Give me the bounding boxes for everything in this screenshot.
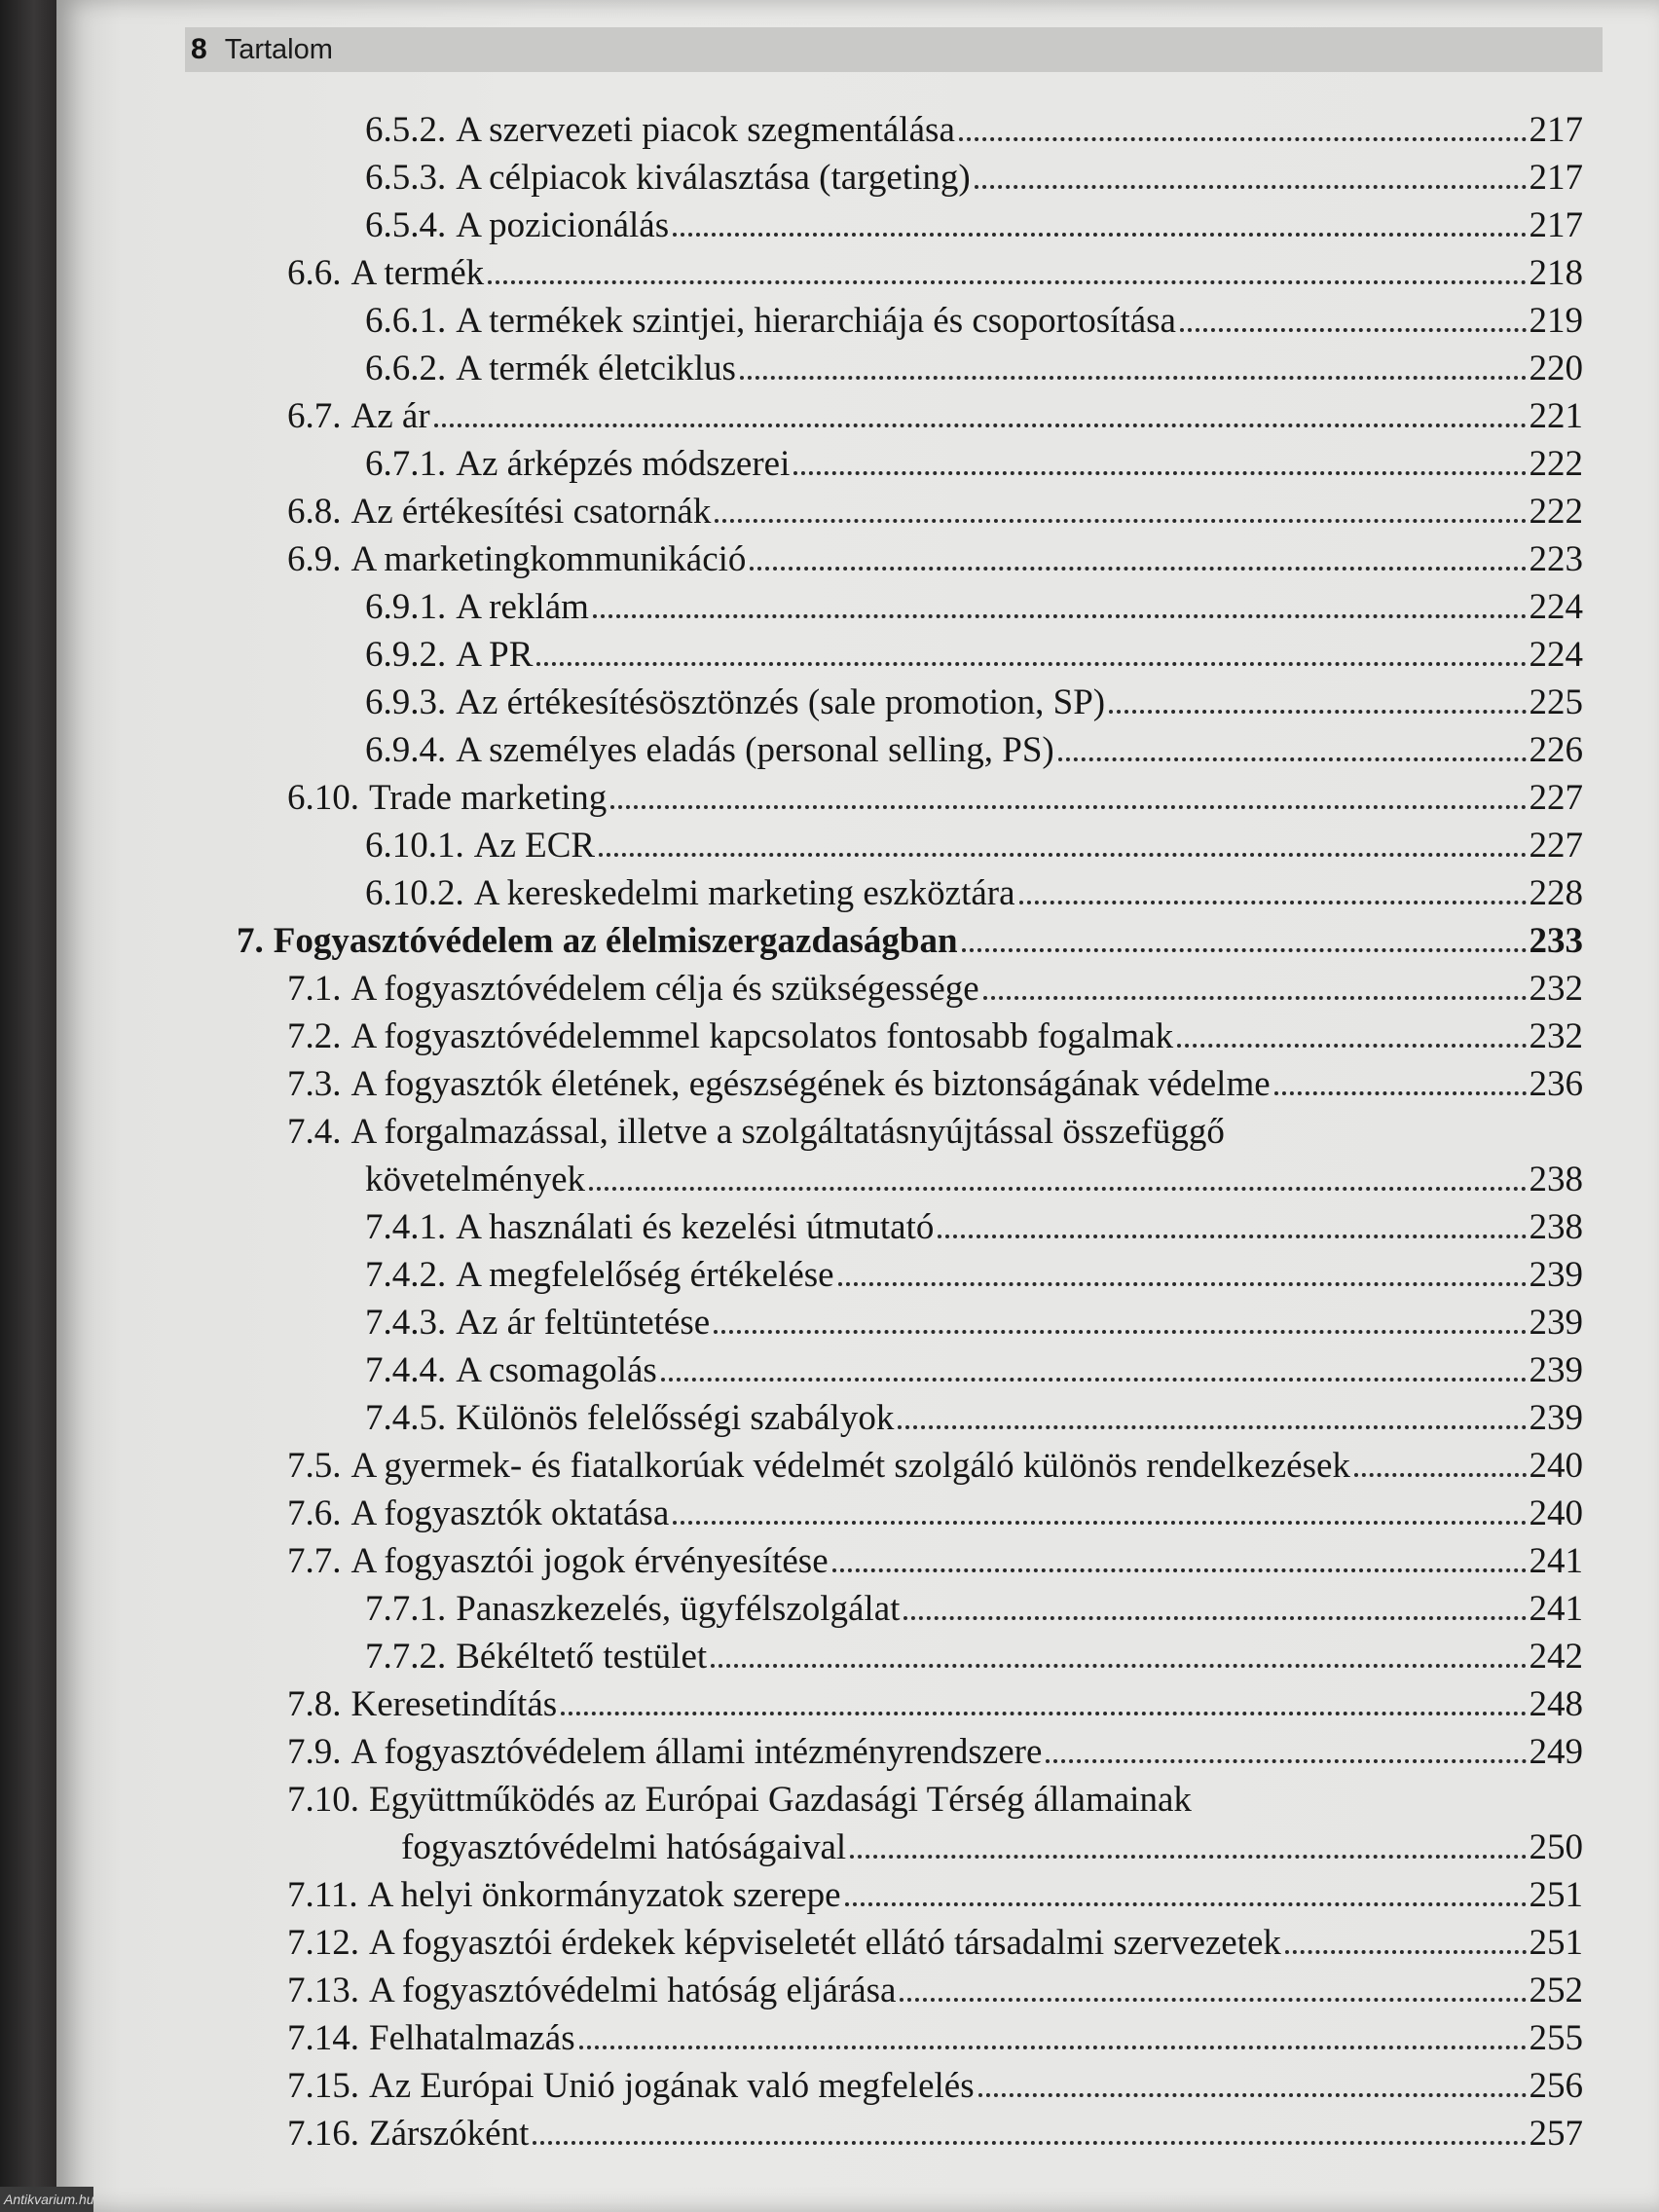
toc-entry: 6.9.4. A személyes eladás (personal selling, PS) 226: [365, 730, 1583, 770]
toc-entry: 6.7. Az ár 221: [287, 396, 1583, 436]
toc-entry: 6.10.1. Az ECR 227: [365, 826, 1583, 866]
toc-entry: 6.9. A marketingkommunikáció 223: [287, 539, 1583, 579]
toc-entry-continuation: követelmények 238: [365, 1160, 1583, 1199]
toc-entry: 7.6. A fogyasztók oktatása 240: [287, 1493, 1583, 1533]
toc-entry: 6.9.3. Az értékesítésösztönzés (sale promotion, SP) 225: [365, 682, 1583, 722]
toc-entry: 7.3. A fogyasztók életének, egészségének és biztonságának védelme 236: [287, 1064, 1583, 1104]
toc-entry: 6.10.2. A kereskedelmi marketing eszköztára 228: [365, 873, 1583, 913]
toc-entry: 7.13. A fogyasztóvédelmi hatóság eljárása 252: [287, 1971, 1583, 2010]
toc-entry: 6.9.2. A PR 224: [365, 635, 1583, 675]
toc-entry: 6.6.1. A termékek szintjei, hierarchiája és csoportosítása 219: [365, 301, 1583, 341]
toc-entry: 7.4.1. A használati és kezelési útmutató 238: [365, 1207, 1583, 1247]
toc-entry-first-line: 7.4. A forgalmazással, illetve a szolgáltatásnyújtással összefüggő: [287, 1112, 1225, 1152]
toc-entry: 7.15. Az Európai Unió jogának való megfelelés 256: [287, 2066, 1583, 2106]
toc-entry: 6.5.3. A célpiacok kiválasztása (targeting) 217: [365, 158, 1583, 198]
toc-entry: 7.8. Keresetindítás 248: [287, 1684, 1583, 1724]
toc-entry: 7.9. A fogyasztóvédelem állami intézményrendszere 249: [287, 1732, 1583, 1772]
toc-entry: 7.4.2. A megfelelőség értékelése 239: [365, 1255, 1583, 1295]
header-title: Tartalom: [224, 33, 333, 65]
toc-entry: 7.16. Zárszóként 257: [287, 2114, 1583, 2154]
toc-entry: 6.6. A termék 218: [287, 253, 1583, 293]
toc-entry: 7.7.2. Békéltető testület 242: [365, 1637, 1583, 1677]
toc-entry: 6.5.2. A szervezeti piacok szegmentálása 217: [365, 110, 1583, 150]
toc-entry: 7.5. A gyermek- és fiatalkorúak védelmét szolgáló különös rendelkezések 240: [287, 1446, 1583, 1486]
toc-entry-first-line: 7.10. Együttműködés az Európai Gazdasági Térség államainak: [287, 1780, 1192, 1820]
toc-entry: 6.10. Trade marketing 227: [287, 778, 1583, 818]
toc-entry: 6.5.4. A pozicionálás 217: [365, 205, 1583, 245]
toc-entry-continuation: fogyasztóvédelmi hatóságaival 250: [401, 1827, 1583, 1867]
toc-entry: 7.1. A fogyasztóvédelem célja és szükségessége 232: [287, 969, 1583, 1009]
toc-entry: 6.6.2. A termék életciklus 220: [365, 349, 1583, 388]
header-page-number: 8: [191, 33, 207, 65]
toc-entry: 7.7. A fogyasztói jogok érvényesítése 241: [287, 1541, 1583, 1581]
toc-entry: 7.12. A fogyasztói érdekek képviseletét ellátó társadalmi szervezetek 251: [287, 1923, 1583, 1963]
toc-entry: 7.4.4. A csomagolás 239: [365, 1350, 1583, 1390]
toc-entry: 7.4.3. Az ár feltüntetése 239: [365, 1303, 1583, 1343]
toc-entry: 6.8. Az értékesítési csatornák 222: [287, 492, 1583, 532]
toc-entry: 7.4.5. Különös felelősségi szabályok 239: [365, 1398, 1583, 1438]
watermark: Antikvarium.hu: [0, 2187, 93, 2212]
toc-chapter-entry: 7. Fogyasztóvédelem az élelmiszergazdaságban 233: [237, 921, 1583, 961]
toc-entry: 6.9.1. A reklám 224: [365, 587, 1583, 627]
toc-entry: 7.7.1. Panaszkezelés, ügyfélszolgálat 241: [365, 1589, 1583, 1629]
toc-entry: 7.11. A helyi önkormányzatok szerepe 251: [287, 1875, 1583, 1915]
toc-entry: 7.2. A fogyasztóvédelemmel kapcsolatos fontosabb fogalmak 232: [287, 1016, 1583, 1056]
toc-entry: 7.14. Felhatalmazás 255: [287, 2018, 1583, 2058]
toc-entry: 6.7.1. Az árképzés módszerei 222: [365, 444, 1583, 484]
